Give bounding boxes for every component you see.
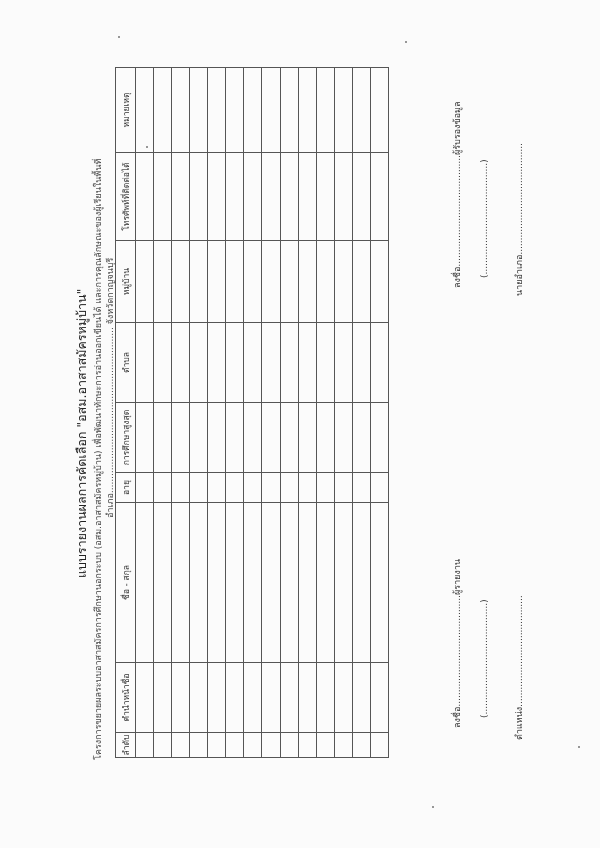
header-prefix: คำนำหน้าชื่อ (116, 663, 136, 733)
table-cell (316, 68, 334, 153)
table-cell (244, 68, 262, 153)
form-title: แบบรายงานผลการคัดเลือก "อสม.อาสาสมัครหมู่บ้าน" (74, 288, 89, 578)
table-cell (370, 323, 388, 403)
table-cell (226, 241, 244, 323)
table-cell (190, 323, 208, 403)
table-row (154, 68, 172, 758)
table-cell (226, 68, 244, 153)
table-body (136, 68, 389, 758)
table-cell (172, 503, 190, 663)
table-row (190, 68, 208, 758)
table-cell (208, 323, 226, 403)
table-cell (262, 68, 280, 153)
table-cell (172, 68, 190, 153)
table-cell (352, 153, 370, 241)
table-cell (136, 733, 154, 758)
table-cell (352, 68, 370, 153)
table-cell (208, 663, 226, 733)
table-cell (316, 663, 334, 733)
table-cell (298, 733, 316, 758)
table-cell (280, 503, 298, 663)
table-cell (136, 403, 154, 473)
reporter-name-line: (.......................................) (480, 599, 490, 718)
table-cell (262, 503, 280, 663)
table-cell (154, 403, 172, 473)
table-cell (244, 241, 262, 323)
table-cell (334, 68, 352, 153)
table-cell (244, 403, 262, 473)
table-row (298, 68, 316, 758)
table-cell (154, 153, 172, 241)
table-cell (280, 663, 298, 733)
table-cell (154, 663, 172, 733)
table-cell (226, 733, 244, 758)
table-cell (226, 403, 244, 473)
table-cell (190, 503, 208, 663)
table-cell (334, 733, 352, 758)
table-cell (334, 153, 352, 241)
table-cell (298, 68, 316, 153)
table-cell (136, 663, 154, 733)
header-phone: โทรศัพท์ที่ติดต่อได้ (116, 153, 136, 241)
table-row (280, 68, 298, 758)
table-cell (262, 153, 280, 241)
table-cell (262, 733, 280, 758)
scan-speck (578, 746, 580, 748)
table-cell (280, 323, 298, 403)
table-cell (316, 323, 334, 403)
table-cell (316, 153, 334, 241)
table-cell (370, 663, 388, 733)
table-header-row (116, 68, 136, 758)
table-cell (172, 403, 190, 473)
table-cell (244, 733, 262, 758)
table-cell (370, 473, 388, 503)
table-row (352, 68, 370, 758)
table-cell (334, 323, 352, 403)
header-village: หมู่บ้าน (116, 241, 136, 323)
table-cell (298, 473, 316, 503)
table-cell (172, 733, 190, 758)
table-cell (244, 153, 262, 241)
certifier-signature-line: ลงชื่อ.......................................ผู้รับรองข้อมูล (453, 101, 463, 288)
table-cell (280, 241, 298, 323)
table-cell (226, 503, 244, 663)
table-cell (370, 503, 388, 663)
table-cell (136, 323, 154, 403)
table-cell (262, 403, 280, 473)
table-cell (334, 403, 352, 473)
table-cell (208, 733, 226, 758)
table-cell (226, 323, 244, 403)
address-line: อำเภอ.......................................................... จังหวัดกาญจนบุรี (106, 257, 116, 518)
table-cell (154, 503, 172, 663)
table-cell (244, 503, 262, 663)
table-cell (172, 153, 190, 241)
table-cell (298, 241, 316, 323)
table-cell (370, 153, 388, 241)
table-cell (334, 503, 352, 663)
scan-speck (432, 806, 434, 808)
table-cell (190, 68, 208, 153)
table-cell (352, 241, 370, 323)
table-cell (208, 503, 226, 663)
table-cell (190, 663, 208, 733)
table-row (262, 68, 280, 758)
table-cell (208, 68, 226, 153)
table-cell (334, 241, 352, 323)
table-cell (280, 733, 298, 758)
table-cell (136, 473, 154, 503)
table-cell (208, 403, 226, 473)
table-cell (190, 733, 208, 758)
table-cell (136, 503, 154, 663)
table-cell (190, 403, 208, 473)
header-order: ลำดับ (116, 733, 136, 758)
table-cell (370, 241, 388, 323)
table-cell (352, 663, 370, 733)
table-cell (298, 663, 316, 733)
table-cell (226, 473, 244, 503)
table-cell (172, 241, 190, 323)
table-cell (154, 241, 172, 323)
table-cell (154, 323, 172, 403)
table-cell (154, 733, 172, 758)
certifier-name-line: (.......................................) (480, 159, 490, 278)
table-cell (298, 153, 316, 241)
table-cell (208, 473, 226, 503)
table-cell (172, 663, 190, 733)
table-cell (316, 733, 334, 758)
table-cell (280, 473, 298, 503)
table-cell (136, 68, 154, 153)
table-cell (334, 473, 352, 503)
table-cell (316, 503, 334, 663)
table-cell (370, 403, 388, 473)
table-row (136, 68, 154, 758)
report-table (115, 67, 389, 758)
table-cell (316, 403, 334, 473)
table-row (334, 68, 352, 758)
reporter-signature-line: ลงชื่อ.......................................ผู้รายงาน (453, 558, 463, 728)
table-cell (226, 153, 244, 241)
table-cell (190, 473, 208, 503)
table-cell (208, 241, 226, 323)
header-subdistrict: ตำบล (116, 323, 136, 403)
table-row (208, 68, 226, 758)
header-education: การศึกษาสูงสุด (116, 403, 136, 473)
table-cell (172, 473, 190, 503)
table-cell (352, 733, 370, 758)
table-row (244, 68, 262, 758)
table-cell (298, 323, 316, 403)
table-cell (262, 323, 280, 403)
table-cell (352, 503, 370, 663)
table-cell (370, 68, 388, 153)
table-cell (280, 403, 298, 473)
header-remarks: หมายเหตุ (116, 68, 136, 153)
table-cell (154, 473, 172, 503)
table-cell (190, 153, 208, 241)
header-fullname: ชื่อ - สกุล (116, 503, 136, 663)
table-row (370, 68, 388, 758)
reporter-position-line: ตำแหน่ง....................................... (515, 595, 525, 740)
scan-speck (118, 36, 120, 38)
table-cell (190, 241, 208, 323)
table-cell (352, 323, 370, 403)
form-subtitle: โครงการขยายผลระบบอาสาสมัครการศึกษานอกระบบ (อสม.อาสาสมัครหมู่บ้าน) เพื่อพัฒนาทักษะการอ่านออกเขียนได้ และการคุณลักษณะของผู้เรียนในพื้นที่ (94, 158, 104, 760)
table-cell (316, 473, 334, 503)
scan-speck (405, 41, 407, 43)
table-cell (244, 663, 262, 733)
table-cell (280, 68, 298, 153)
table-cell (370, 733, 388, 758)
table-cell (352, 403, 370, 473)
table-cell (244, 323, 262, 403)
table-cell (298, 503, 316, 663)
table-cell (316, 241, 334, 323)
table-row (316, 68, 334, 758)
header-age: อายุ (116, 473, 136, 503)
table-cell (280, 153, 298, 241)
table-cell (298, 403, 316, 473)
table-cell (352, 473, 370, 503)
table-cell (262, 241, 280, 323)
table-cell (334, 663, 352, 733)
table-cell (172, 323, 190, 403)
table-cell (262, 473, 280, 503)
table-cell (208, 153, 226, 241)
table-cell (136, 153, 154, 241)
certifier-position-line: นายอำเภอ....................................... (515, 143, 525, 296)
table-cell (136, 241, 154, 323)
table-cell (226, 663, 244, 733)
scan-speck (146, 146, 148, 148)
table-cell (262, 663, 280, 733)
table-cell (244, 473, 262, 503)
table-row (172, 68, 190, 758)
table-row (226, 68, 244, 758)
table-cell (154, 68, 172, 153)
